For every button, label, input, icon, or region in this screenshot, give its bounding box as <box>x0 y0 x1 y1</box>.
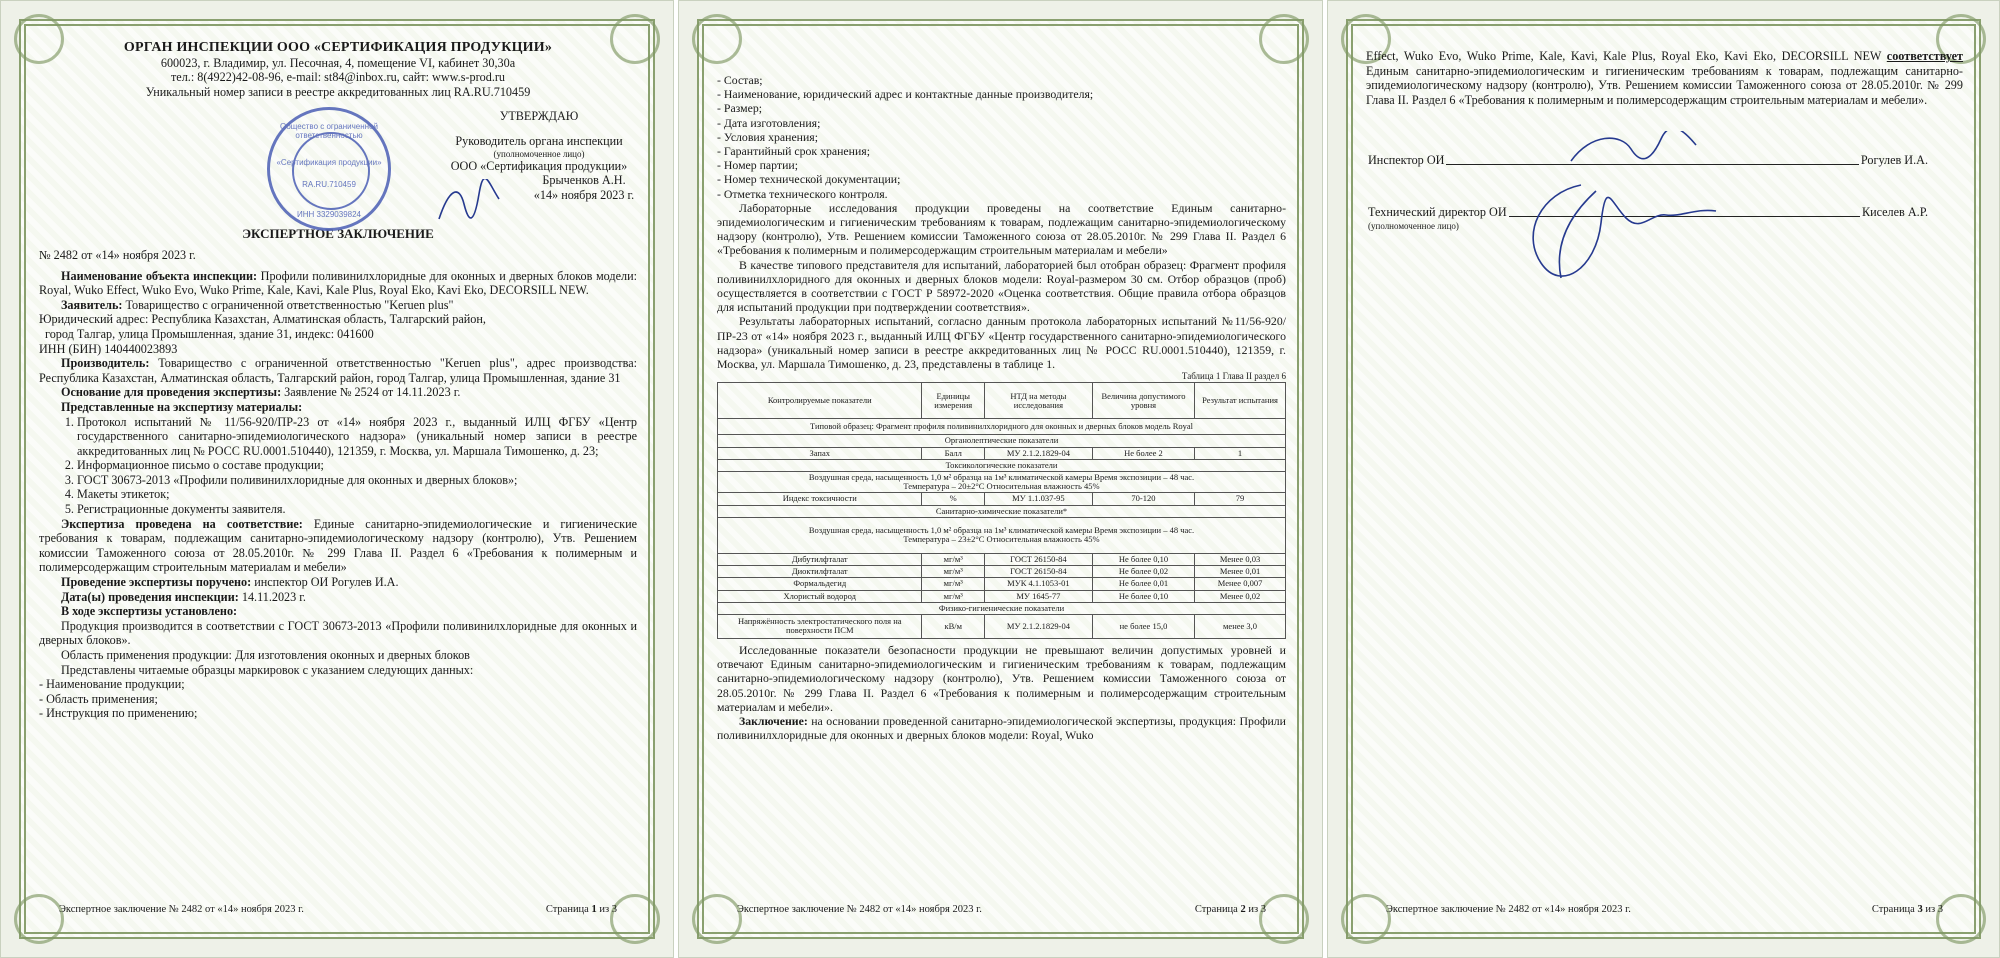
table-cell: не более 15,0 <box>1092 614 1194 638</box>
table-row <box>718 602 1286 614</box>
document-page-1 <box>0 0 674 958</box>
table-cell: Органолептические показатели <box>718 435 1286 447</box>
table-row <box>718 505 1286 517</box>
assigned-paragraph: Проведение экспертизы поручено: инспектор ОИ Рогулев И.А. <box>61 575 399 590</box>
list-item: 2. Информационное письмо о составе продукции; <box>77 458 637 473</box>
list-item: 5. Регистрационные документы заявителя. <box>77 502 637 517</box>
table-cell: кВ/м <box>922 614 984 638</box>
table-cell: Не более 2 <box>1092 447 1194 459</box>
column-header: Единицы измерения <box>922 383 984 419</box>
applicant-address-2: город Талгар, улица Промышленная, здание 31, индекс: 041600 <box>45 326 374 341</box>
ornament-corner <box>692 14 742 64</box>
director-role-note: (уполномоченное лицо) <box>1368 221 1459 232</box>
ornament-corner <box>1259 14 1309 64</box>
page-content <box>39 41 637 917</box>
approval-role-note: (уполномоченное лицо) <box>493 148 585 159</box>
list-item: - Размер; <box>717 101 763 116</box>
table-cell: Типовой образец: Фрагмент профиля поливинилхлоридного для оконных и дверных блоков модель Royal <box>718 419 1286 435</box>
page-footer <box>1386 904 1943 915</box>
table-cell: Диоктилфталат <box>718 566 922 578</box>
approval-date: «14» ноября 2023 г. <box>533 187 635 202</box>
table-caption: Таблица 1 Глава II раздел 6 <box>1181 371 1286 382</box>
table-cell: Не более 0,01 <box>1092 578 1194 590</box>
table-cell: МУ 1645-77 <box>984 590 1092 602</box>
document-page-3 <box>1327 0 2000 958</box>
table-cell: Запах <box>718 447 922 459</box>
scope-text: Область применения продукции: Для изготовления оконных и дверных блоков <box>61 648 470 662</box>
table-cell: Хлористый водород <box>718 590 922 602</box>
object-paragraph: Наименование объекта инспекции: Профили поливинилхлоридные для оконных и дверных блоков модели: Royal, Wuko Effect, Wuko Evo, Wuko Prime, Kale, Kavi, Kale Plus, Royal Eko, Kavi Eko, DECORSILL NEW. <box>39 268 638 298</box>
table-cell: МУ 2.1.2.1829-04 <box>984 447 1092 459</box>
organization-contacts: тел.: 8(4922)42-08-96, e-mail: st84@inbox.ru, сайт: www.s-prod.ru <box>170 70 506 85</box>
list-item: - Номер технической документации; <box>717 172 901 187</box>
compliance-paragraph: Экспертиза проведена на соответствие: Единые санитарно-эпидемиологические и гигиенические требования к товарам, подлежащим санитарно-эпидемиологическому надзору (контролю), Утв. Решением комиссии Таможенного союза от 28.05.2010г. № 299 Глава II. Раздел 6 «Требования к полимерным и полимерсодержащим строительным материалам и мебели» <box>39 516 638 575</box>
table-row <box>718 578 1286 590</box>
basis-paragraph: Основание для проведения экспертизы: Заявление № 2524 от 14.11.2023 г. <box>61 385 461 400</box>
approval-role: Руководитель органа инспекции <box>455 133 623 148</box>
footer-doc-ref: Экспертное заключение № 2482 от «14» ноября 2023 г. <box>59 904 304 915</box>
signatures-block <box>1366 153 1963 283</box>
table-cell: Воздушная среда, насыщенность 1,0 м² образца на 1м³ климатической камеры Время экспозиции – 48 час. Температура – 23±2°С Относительная влажность 45% <box>718 517 1286 553</box>
materials-heading: Представленные на экспертизу материалы: <box>61 399 303 414</box>
table-row <box>718 419 1286 435</box>
conclusion-paragraph: Заключение: на основании проведенной санитарно-эпидемиологической экспертизы, продукция: Профили поливинилхлоридные для оконных и дверных блоков модели: Royal, Wuko <box>717 713 1286 743</box>
organization-registry: Уникальный номер записи в реестре аккредитованных лиц RA.RU.710459 <box>145 84 531 99</box>
list-item: - Состав; <box>717 73 763 87</box>
document-page-2 <box>678 0 1323 958</box>
director-signature <box>1501 173 1721 283</box>
list-item: 4. Макеты этикеток; <box>77 487 637 502</box>
table-cell: Менее 0,01 <box>1195 566 1286 578</box>
table-cell: мг/м³ <box>922 566 984 578</box>
page-content <box>1366 49 1963 917</box>
table-row <box>718 614 1286 638</box>
table-cell: ГОСТ 26150-84 <box>984 553 1092 565</box>
established-text: Продукция производится в соответствии с ГОСТ 30673-2013 «Профили поливинилхлоридные для оконных и дверных блоков». <box>39 618 637 648</box>
list-item: - Наименование продукции; <box>39 677 185 692</box>
page-content <box>717 73 1286 917</box>
table-cell: 79 <box>1195 493 1286 505</box>
director-name: Киселев А.Р. <box>1861 205 1928 220</box>
approval-heading: УТВЕРЖДАЮ <box>499 109 579 124</box>
document-title: ЭКСПЕРТНОЕ ЗАКЛЮЧЕНИЕ <box>242 226 434 242</box>
list-item: 1. Протокол испытаний № 11/56-920/ПР-23 от «14» ноября 2023 г., выданный ИЛЦ ФГБУ «Центр государственного санитарно-эпидемиологического надзора» (уникальный номер записи в реестре аккредитованных лиц № РОСС RU.0001.510440), 121359, г. Москва, ул. Маршала Тимошенко, д. 23; <box>77 415 637 459</box>
table-cell: 1 <box>1195 447 1286 459</box>
table-row <box>718 553 1286 565</box>
results-paragraph: Результаты лабораторных испытаний, согласно данным протокола лабораторных испытаний №11/56-920/ПР-23 от «14» ноября 2023 г., выданный ИЛЦ ФГБУ «Центр государственного санитарно-эпидемиологического надзора» (уникальный номер записи в реестре аккредитованных лиц № РОСС RU.0001.510440), 121359, г. Москва, ул. Маршала Тимошенко, д. 23, представлены в таблице 1. <box>717 314 1286 372</box>
table-cell: МУ 1.1.037-95 <box>984 493 1092 505</box>
table-cell: Токсикологические показатели <box>718 459 1286 471</box>
list-item: - Дата изготовления; <box>717 115 821 130</box>
footer-page-number: Страница 3 из 3 <box>1871 904 1943 915</box>
table-cell: Воздушная среда, насыщенность 1,0 м² образца на 1м³ климатической камеры Время экспозиции – 48 час. Температура – 20±2°С Относительная влажность 45% <box>718 472 1286 493</box>
table-cell: менее 3,0 <box>1195 614 1286 638</box>
table-row <box>718 566 1286 578</box>
table-cell: МУК 4.1.1053-01 <box>984 578 1092 590</box>
applicant-paragraph: Заявитель: Товарищество с ограниченной ответственностью "Keruen plus" <box>61 297 454 312</box>
table-row <box>718 493 1286 505</box>
table-cell: Дибутилфталат <box>718 553 922 565</box>
results-table <box>717 382 1286 639</box>
table-cell: ГОСТ 26150-84 <box>984 566 1092 578</box>
inspector-role: Инспектор ОИ <box>1368 153 1445 168</box>
list-item: - Гарантийный срок хранения; <box>717 144 870 159</box>
table-cell: МУ 2.1.2.1829-04 <box>984 614 1092 638</box>
list-item: - Номер партии; <box>717 158 798 173</box>
table-cell: Индекс токсичности <box>718 493 922 505</box>
marking-intro: Представлены читаемые образцы маркировок с указанием следующих данных: <box>61 662 474 677</box>
sample-paragraph: В качестве типового представителя для испытаний, лабораторией был отобран образец: Фрагмент профиля поливинилхлоридного для оконных и дверных блоков модели: Royal-размером 30 см. Отбор образцов (проб) осуществляется в соответствии с ГОСТ Р 58972-2020 «Оценка соответствия. Общие правила отбора образцов для испытаний продукции при подтверждении соответствия». <box>717 257 1286 315</box>
table-header-row <box>718 383 1286 419</box>
inspector-signature <box>1561 131 1701 171</box>
safety-paragraph: Исследованные показатели безопасности продукции не превышают величин допустимых уровней и отвечают Единым санитарно-эпидемиологическим и гигиеническим требованиям к товарам, подлежащим санитарно-эпидемиологическому надзору (контролю), Утв. Решением комиссии Таможенного союза от 28.05.2010г. № 299 Глава II. Раздел 6 «Требования к полимерным и полимерсодержащим строительным материалам и мебели». <box>717 642 1286 714</box>
dates-paragraph: Дата(ы) проведения инспекции: 14.11.2023 г. <box>61 589 306 604</box>
list-item: - Инструкция по применению; <box>39 706 198 721</box>
column-header: Результат испытания <box>1195 383 1286 419</box>
list-item: - Область применения; <box>39 691 158 706</box>
table-cell: Напряжённость электростатического поля на поверхности ПСМ <box>718 614 922 638</box>
table-cell: Менее 0,007 <box>1195 578 1286 590</box>
table-row <box>718 447 1286 459</box>
table-cell: мг/м³ <box>922 578 984 590</box>
table-cell: % <box>922 493 984 505</box>
director-role: Технический директор ОИ <box>1368 205 1507 220</box>
table-cell: 70-120 <box>1092 493 1194 505</box>
table-row <box>718 435 1286 447</box>
table-cell: Балл <box>922 447 984 459</box>
list-item: - Наименование, юридический адрес и контактные данные производителя; <box>717 87 1094 102</box>
table-cell: Не более 0,10 <box>1092 553 1194 565</box>
table-row <box>718 517 1286 553</box>
column-header: Контролируемые показатели <box>718 383 922 419</box>
list-item: - Условия хранения; <box>717 129 819 144</box>
organization-address: 600023, г. Владимир, ул. Песочная, 4, помещение VI, кабинет 30,30а <box>160 55 516 70</box>
inspector-name: Рогулев И.А. <box>1860 153 1928 168</box>
lab-paragraph: Лабораторные исследования продукции проведены на соответствие Единым санитарно-эпидемиологическим и гигиеническим требованиям к товарам, подлежащим санитарно-эпидемиологическому надзору (контролю), Утв. Решением комиссии Таможенного союза от 28.05.2010г. № 299 Глава II. Раздел 6 «Требования к полимерным и полимерсодержащим строительным материалам и мебели» <box>717 200 1286 258</box>
organization-stamp: Общество с ограниченной ответственностью «Сертификация продукции» RA.RU.710459 ИНН 3329039824 <box>267 107 391 231</box>
list-item: 3. ГОСТ 30673-2013 «Профили поливинилхлоридные для оконных и дверных блоков»; <box>77 473 637 488</box>
table-cell: Менее 0,02 <box>1195 590 1286 602</box>
list-item: - Отметка технического контроля. <box>717 186 888 201</box>
applicant-inn: ИНН (БИН) 140440023893 <box>39 341 178 356</box>
footer-page-number: Страница 1 из 3 <box>545 904 617 915</box>
table-cell: мг/м³ <box>922 553 984 565</box>
footer-page-number: Страница 2 из 3 <box>1194 904 1266 915</box>
table-row <box>718 472 1286 493</box>
established-heading: В ходе экспертизы установлено: <box>61 604 238 619</box>
materials-list <box>77 415 637 517</box>
page-footer <box>737 904 1266 915</box>
table-cell: мг/м³ <box>922 590 984 602</box>
applicant-address-1: Юридический адрес: Республика Казахстан, Алматинская область, Талгарский район, <box>39 312 486 327</box>
footer-doc-ref: Экспертное заключение № 2482 от «14» ноября 2023 г. <box>737 904 982 915</box>
table-cell: Формальдегид <box>718 578 922 590</box>
table-cell: Не более 0,10 <box>1092 590 1194 602</box>
table-row <box>718 459 1286 471</box>
table-row <box>718 590 1286 602</box>
page-footer <box>59 904 617 915</box>
conclusion-continuation: Effect, Wuko Evo, Wuko Prime, Kale, Kavi, Kale Plus, Royal Eko, Kavi Eko, DECORSILL NEW соответствует Единым санитарно-эпидемиологическим и гигиеническим требованиям к товарам, подлежащим санитарно-эпидемиологическому надзору (контролю), Утв. Решением комиссии Таможенного союза от 28.05.2010г. № 299 Глава II. Раздел 6 «Требования к полимерным и полимерсодержащим строительным материалам и мебели». <box>1366 49 1964 107</box>
table-cell: Менее 0,03 <box>1195 553 1286 565</box>
approval-text <box>389 109 674 202</box>
column-header: НТД на методы исследования <box>984 383 1092 419</box>
organization-title: ОРГАН ИНСПЕКЦИИ ООО «СЕРТИФИКАЦИЯ ПРОДУКЦИИ» <box>123 40 553 55</box>
approval-name: Брыченков А.Н. <box>542 173 626 188</box>
table-cell: Не более 0,02 <box>1092 566 1194 578</box>
producer-paragraph: Производитель: Товарищество с ограниченной ответственностью "Keruen plus", адрес производства: Республика Казахстан, Алматинская область, Талгарский район, город Талгар, улица Промышленная, здание 31 <box>39 356 638 385</box>
approval-block <box>39 109 637 227</box>
table-cell: Санитарно-химические показатели* <box>718 505 1286 517</box>
footer-doc-ref: Экспертное заключение № 2482 от «14» ноября 2023 г. <box>1386 904 1631 915</box>
table-cell: Физико-гигиенические показатели <box>718 602 1286 614</box>
document-number: № 2482 от «14» ноября 2023 г. <box>39 247 196 262</box>
column-header: Величина допустимого уровня <box>1092 383 1194 419</box>
approval-org: ООО «Сертификация продукции» <box>450 158 628 173</box>
